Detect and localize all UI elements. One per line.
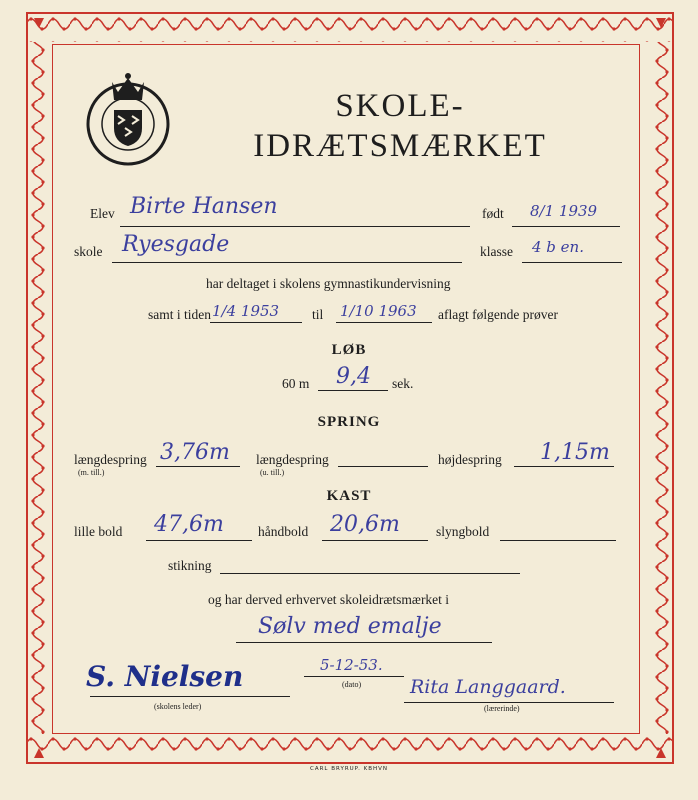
klasse-line	[522, 262, 622, 263]
skole-line	[112, 262, 462, 263]
seal-crest-icon	[78, 64, 178, 170]
klasse-label: klasse	[480, 244, 513, 259]
til-label: til	[312, 307, 324, 322]
elev-label: Elev	[90, 206, 115, 221]
fra-value: 1/4 1953	[212, 302, 280, 320]
lob-value: 9,4	[336, 364, 371, 389]
aflagt-text: aflagt følgende prøver	[438, 307, 558, 322]
date-label: (dato)	[342, 680, 362, 689]
title-line-1: SKOLE-	[335, 88, 465, 124]
teacher-line	[404, 702, 614, 703]
til-value: 1/10 1963	[340, 302, 417, 320]
hand-line	[322, 540, 428, 541]
kast-heading: KAST	[326, 488, 372, 504]
deltaget-text: har deltaget i skolens gymnastikundervisning	[206, 276, 451, 291]
teacher-label: (lærerinde)	[484, 704, 520, 713]
laeng1-note: (m. till.)	[78, 468, 105, 477]
slyng-label: slyngbold	[436, 524, 490, 539]
lob-line	[318, 390, 388, 391]
lob-distance: 60 m	[282, 376, 310, 391]
date-line	[304, 676, 404, 677]
stik-line	[220, 573, 520, 574]
leader-label: (skolens leder)	[154, 702, 202, 711]
laeng2-note: (u. till.)	[260, 468, 285, 477]
fra-line	[210, 322, 302, 323]
hand-label: håndbold	[258, 524, 309, 539]
stik-label: stikning	[168, 558, 212, 573]
skole-value: Ryesgade	[122, 232, 230, 257]
hand-value: 20,6m	[330, 512, 400, 537]
award-line	[236, 642, 492, 643]
fodt-label: født	[482, 206, 504, 221]
hojde-value: 1,15m	[540, 440, 610, 465]
klasse-value: 4 b en.	[532, 238, 584, 256]
hojde-label: højdespring	[438, 452, 502, 467]
title-line-2: IDRÆTSMÆRKET	[253, 128, 547, 164]
fodt-line	[512, 226, 620, 227]
samt-label: samt i tiden	[148, 307, 211, 322]
teacher-signature: Rita Langgaard.	[410, 676, 566, 698]
til-line	[336, 322, 432, 323]
lille-label: lille bold	[74, 524, 123, 539]
laeng2-label: længdespring	[256, 452, 329, 467]
slyng-line	[500, 540, 616, 541]
printer-imprint: CARL BRYRUP. KBHVN	[310, 766, 389, 772]
laeng1-value: 3,76m	[160, 440, 230, 465]
leader-signature: S. Nielsen	[86, 660, 244, 693]
laeng1-line	[156, 466, 240, 467]
elev-line	[120, 226, 470, 227]
award-value: Sølv med emalje	[258, 614, 442, 639]
skole-label: skole	[74, 244, 103, 259]
leader-line	[90, 696, 290, 697]
spring-heading: SPRING	[317, 414, 381, 430]
lille-value: 47,6m	[154, 512, 224, 537]
lob-heading: LØB	[331, 342, 367, 358]
elev-value: Birte Hansen	[130, 194, 278, 219]
laeng2-line	[338, 466, 428, 467]
fodt-value: 8/1 1939	[530, 202, 598, 220]
date-value: 5-12-53.	[320, 656, 383, 674]
lille-line	[146, 540, 252, 541]
erhvervet-text: og har derved erhvervet skoleidrætsmærket i	[208, 592, 450, 607]
laeng1-label: længdespring	[74, 452, 147, 467]
lob-unit: sek.	[392, 376, 414, 391]
hojde-line	[514, 466, 614, 467]
